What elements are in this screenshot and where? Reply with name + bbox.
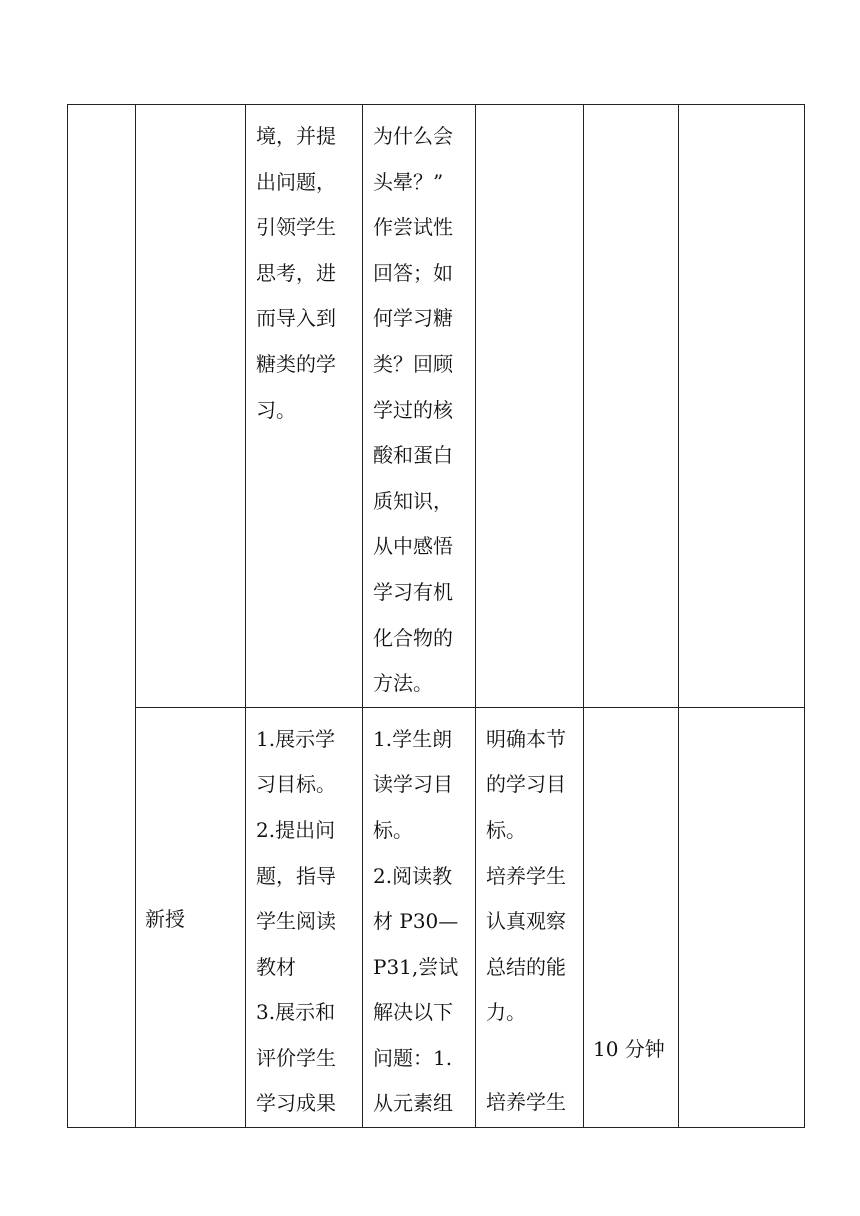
student-activity-text: 为什么会 头晕？” 作尝试性 回答；如 何学习糖 类？回顾 学过的核 酸和蛋白 质知识， 从中感悟 学习有机 化合物的 方法。	[373, 124, 453, 696]
teacher-activity-text: 境，并提 出问题， 引领学生 思考，进 而导入到 糖类的学 习。	[256, 124, 336, 422]
stage-label: 新授	[145, 906, 185, 931]
stage-cell-new-lesson	[136, 707, 246, 1127]
teacher-activity-text: 1.展示学 习目标。 2.提出问 题，指导 学生阅读 教材 3.展示和 评价学生 学习成果	[256, 726, 336, 1116]
student-activity-cell-intro	[363, 105, 476, 708]
design-intent-cell-intro	[476, 105, 584, 708]
time-label: 10 分钟	[593, 1036, 665, 1061]
table-row-intro	[68, 105, 805, 708]
time-cell-new-lesson	[584, 707, 679, 1127]
time-cell-intro	[584, 105, 679, 708]
design-intent-cell-new-lesson	[476, 707, 584, 1127]
student-activity-cell-new-lesson	[363, 707, 476, 1127]
table-row-new-lesson	[68, 707, 805, 1127]
lesson-plan-table	[67, 104, 805, 1128]
design-intent-text: 明确本节 的学习目 标。 培养学生 认真观察 总结的能 力。 培养学生	[486, 726, 566, 1114]
teacher-activity-cell-new-lesson	[246, 707, 363, 1127]
note-cell-new-lesson	[679, 707, 805, 1127]
note-cell-intro	[679, 105, 805, 708]
merged-section-cell	[68, 105, 136, 1128]
stage-cell-intro	[136, 105, 246, 708]
teacher-activity-cell-intro	[246, 105, 363, 708]
student-activity-text: 1.学生朗 读学习目 标。 2.阅读教 材 P30— P31,尝试 解决以下 问题：1. 从元素组	[373, 726, 459, 1116]
